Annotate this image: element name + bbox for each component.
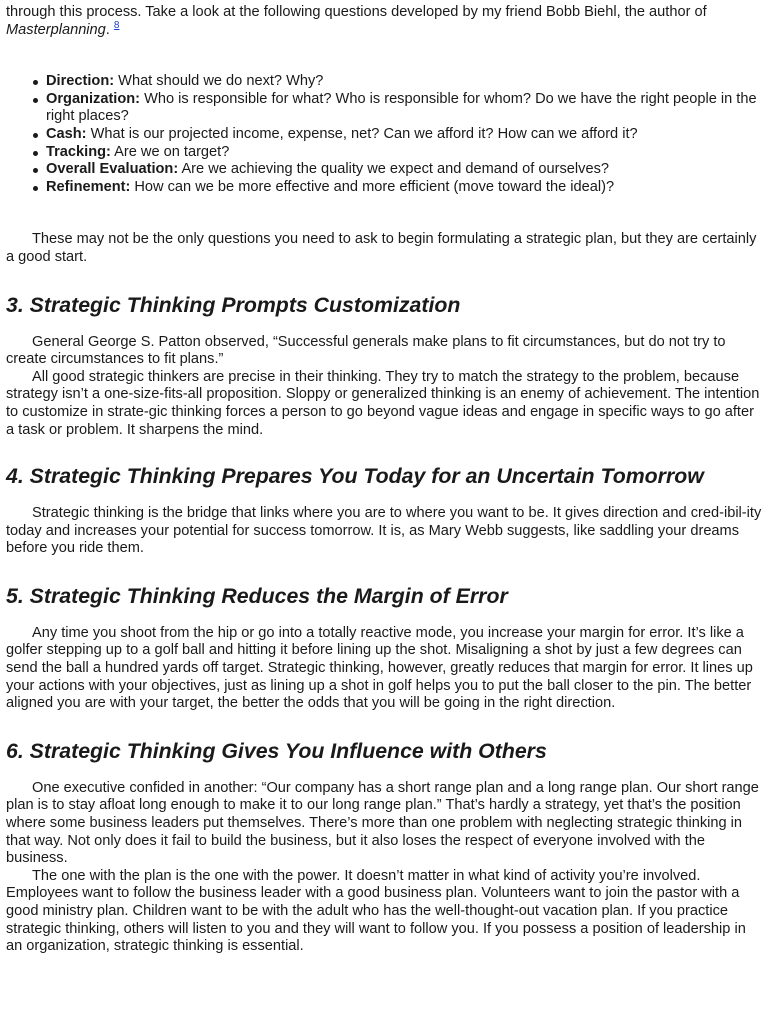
footnote-link[interactable]: 8 [113, 19, 120, 31]
body-paragraph: The one with the plan is the one with the power. It doesn’t matter in what kind of activity you’re involved. Employees want to follow the business leader with a good business plan. Volunteers want to join the pastor with a good ministry plan. Children want to be with the adult who has the well-thought-out vacation plan. If you practice strategic thinking, others will listen to you and they will want to follow you. If you possess a position of leadership in an organization, strategic thinking is essential. [6, 867, 746, 955]
question-text: Are we achieving the quality we expect and demand of ourselves? [181, 161, 609, 178]
list-item [46, 73, 764, 91]
after-list-paragraph: These may not be the only questions you need to ask to begin formulating a strategic plan, but they are certainly a good start. [6, 231, 757, 265]
question-term: Refinement: [46, 178, 131, 195]
body-paragraph: All good strategic thinkers are precise in their thinking. They try to match the strategy to the problem, because strategy isn’t a one-size-fits-all proposition. Sloppy or generalized thinking is an enemy of achievement. The intention to customize in strate-gic thinking forces a person to go beyond vague ideas and engage in specific ways to go after a task or problem. It sharpens the mind. [6, 368, 760, 438]
body-paragraph: General George S. Patton observed, “Successful generals make plans to fit circumstances, but do not try to create circumstances to fit plans.” [6, 333, 726, 368]
list-item [46, 161, 764, 179]
body-paragraph: Any time you shoot from the hip or go into a totally reactive mode, you increase your margin for error. It’s like a golfer stepping up to a golf ball and hitting it before lining up the shot. Misaligning a shot by just a few degrees can send the ball a hundred yards off target. Strategic thinking, however, greatly reduces that margin for error. It lines up your actions with your objectives, just as lining up a shot in golf helps you to put the ball closer to the pin. The better aligned you are with your target, the better the odds that you will be going in the right direction. [6, 624, 753, 712]
book-title: Masterplanning [6, 21, 106, 38]
intro-paragraph [6, 4, 764, 39]
intro-text: through this process. Take a look at the following questions developed by my friend Bobb Biehl, the author of [6, 4, 707, 20]
question-text: Who is responsible for what? Who is responsible for whom? Do we have the right people in the right places? [46, 90, 757, 125]
list-item [46, 91, 764, 126]
question-term: Overall Evaluation: [46, 161, 179, 178]
question-term: Direction: [46, 73, 115, 90]
intro-period: . [105, 21, 110, 38]
questions-list [6, 73, 764, 196]
list-item [46, 126, 764, 144]
list-item [46, 144, 764, 162]
question-term: Tracking: [46, 143, 111, 160]
section-heading-4: 4. Strategic Thinking Prepares You Today for an Uncertain Tomorrow [6, 464, 704, 489]
question-text: What is our projected income, expense, net? Can we afford it? How can we afford it? [90, 125, 638, 142]
question-term: Cash: [46, 125, 87, 142]
question-text: What should we do next? Why? [118, 73, 324, 90]
question-text: How can we be more effective and more efficient (move toward the ideal)? [134, 178, 615, 195]
body-paragraph: Strategic thinking is the bridge that links where you are to where you want to be. It gives direction and cred-ibil-ity today and increases your potential for success tomorrow. It is, as Mary Webb suggests, like saddling your dreams before you ride them. [6, 505, 762, 557]
question-term: Organization: [46, 90, 141, 107]
body-paragraph: One executive confided in another: “Our company has a short range plan and a long range plan. Our short range plan is to stay afloat long enough to make it to our long range plan.” That’s hardly a strategy, yet that’s the position where some business leaders put themselves. There’s more than one problem with neglecting strategic thinking in that way. Not only does it fail to build the business, but it also loses the respect of everyone involved with the business. [6, 779, 759, 867]
question-text: Are we on target? [114, 143, 230, 160]
section-heading-5: 5. Strategic Thinking Reduces the Margin of Error [6, 583, 508, 608]
section-heading-3: 3. Strategic Thinking Prompts Customization [6, 292, 461, 317]
section-heading-6: 6. Strategic Thinking Gives You Influence with Others [6, 738, 547, 763]
list-item [46, 179, 764, 197]
